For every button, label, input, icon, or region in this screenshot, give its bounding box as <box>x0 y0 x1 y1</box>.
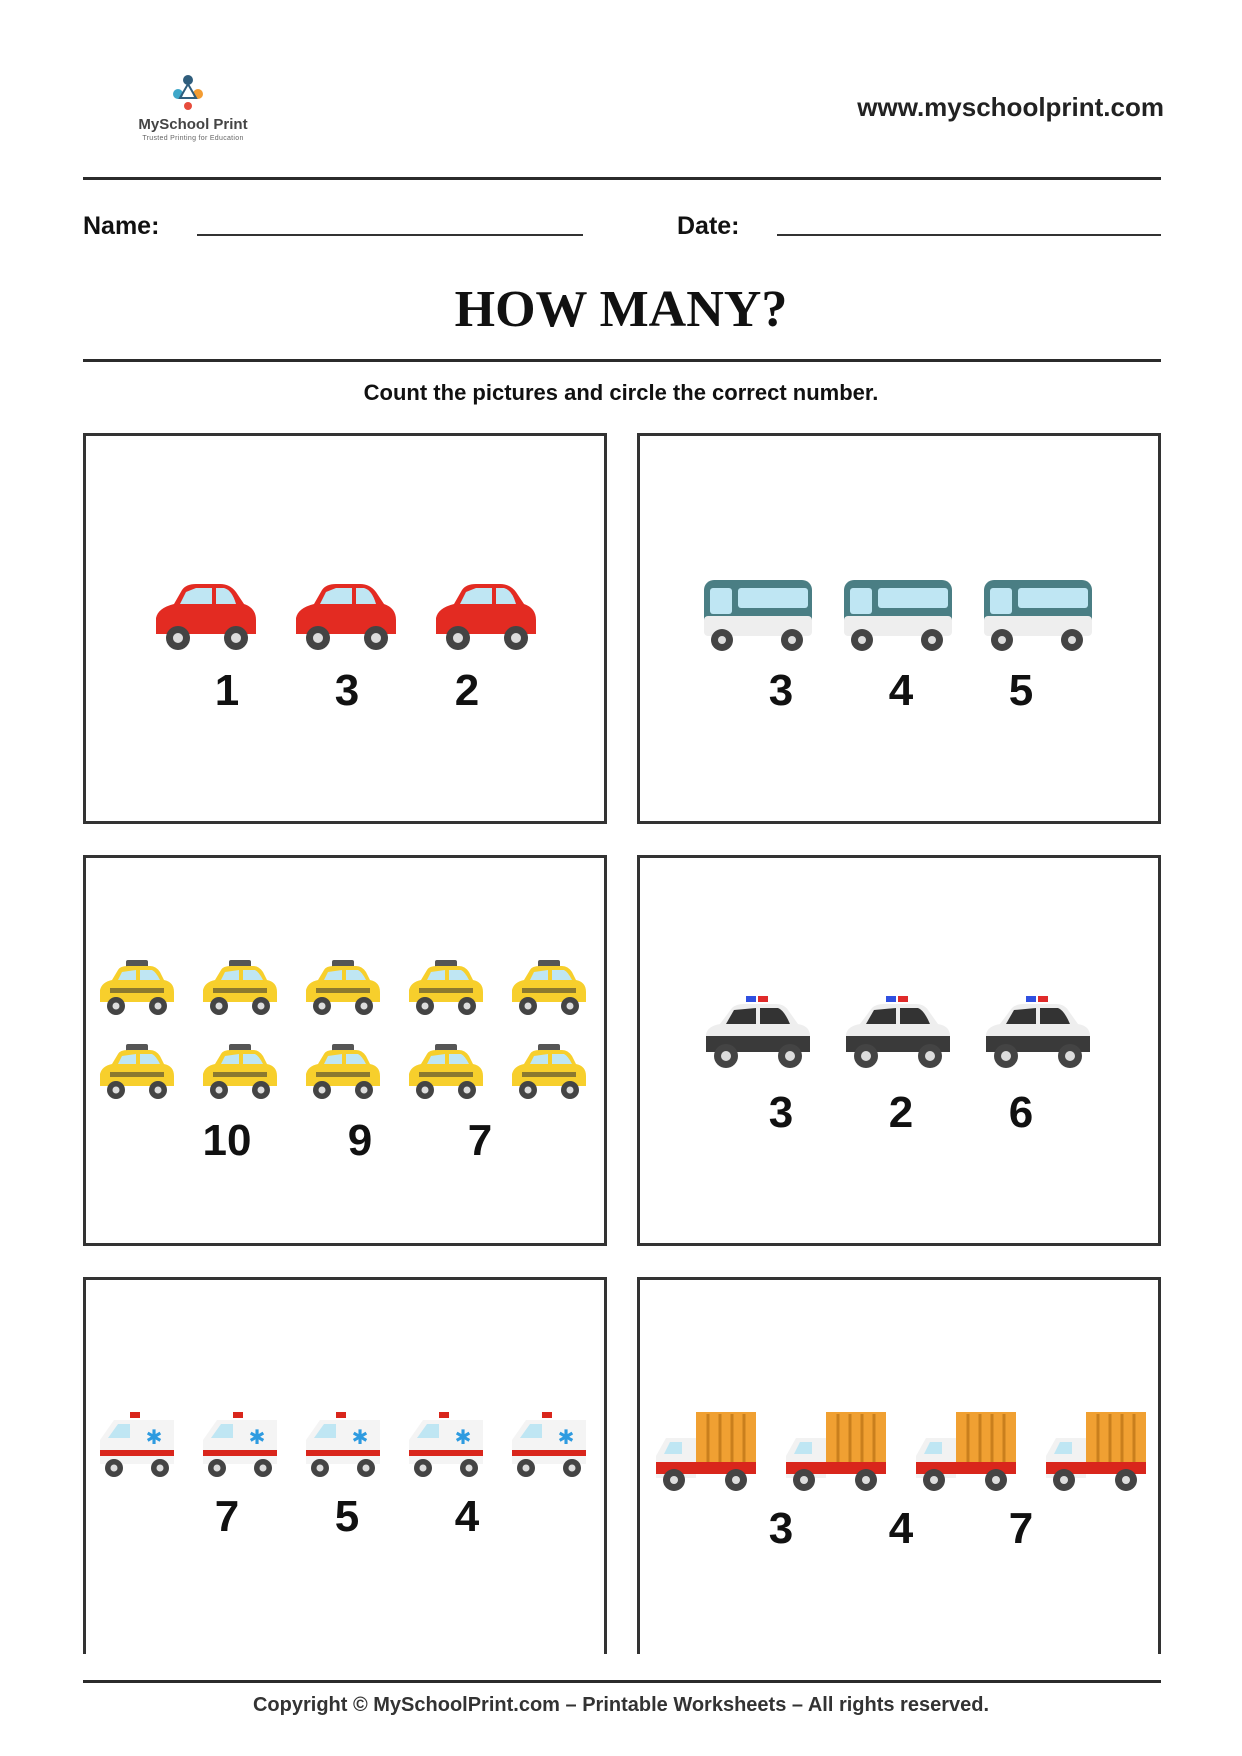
police-car-icon <box>700 994 816 1072</box>
delivery-truck-icon <box>912 1408 1020 1496</box>
answer-option[interactable]: 5 <box>334 1492 360 1541</box>
answer-option[interactable]: 7 <box>1008 1504 1034 1553</box>
answer-option[interactable]: 1 <box>214 666 240 715</box>
answer-option[interactable]: 4 <box>888 1504 914 1553</box>
answer-option[interactable]: 3 <box>334 666 360 715</box>
taxi-icon <box>405 958 487 1020</box>
answer-option[interactable]: 6 <box>1008 1088 1034 1137</box>
panel-red-cars <box>83 433 607 824</box>
instruction: Count the pictures and circle the correct number. <box>363 380 879 405</box>
panel-police-cars <box>637 855 1161 1246</box>
answer-option[interactable]: 5 <box>1008 666 1034 715</box>
header-divider <box>83 177 1161 180</box>
answer-option[interactable]: 7 <box>467 1116 493 1165</box>
footer-divider <box>83 1680 1161 1683</box>
delivery-truck-icon <box>1042 1408 1150 1496</box>
logo <box>128 70 258 150</box>
answer-option[interactable]: 4 <box>888 666 914 715</box>
red-car-icon <box>288 578 400 654</box>
police-car-icon <box>840 994 956 1072</box>
svg-text:✱: ✱ <box>454 1425 472 1449</box>
ambulance-icon <box>302 1410 384 1482</box>
taxi-icon <box>302 1042 384 1104</box>
name-line[interactable] <box>197 234 583 236</box>
taxi-icon <box>405 1042 487 1104</box>
bus-icon <box>700 576 816 656</box>
svg-text:✱: ✱ <box>557 1425 575 1449</box>
logo-name: MySchool Print <box>138 116 248 133</box>
ambulance-icon <box>199 1410 281 1482</box>
answer-option[interactable]: 2 <box>888 1088 914 1137</box>
delivery-truck-icon <box>652 1408 760 1496</box>
answer-option[interactable]: 3 <box>768 1504 794 1553</box>
bus-icon <box>840 576 956 656</box>
answer-option[interactable]: 3 <box>768 666 794 715</box>
ambulance-icon <box>405 1410 487 1482</box>
svg-text:✱: ✱ <box>145 1425 163 1449</box>
svg-text:✱: ✱ <box>248 1425 266 1449</box>
answer-option[interactable]: 9 <box>347 1116 373 1165</box>
bus-icon <box>980 576 1096 656</box>
answer-option[interactable]: 10 <box>202 1116 252 1165</box>
name-label: Name: <box>83 212 160 240</box>
taxi-icon <box>96 958 178 1020</box>
delivery-truck-icon <box>782 1408 890 1496</box>
red-car-icon <box>428 578 540 654</box>
svg-text:✱: ✱ <box>351 1425 369 1449</box>
answer-option[interactable]: 4 <box>454 1492 480 1541</box>
taxi-icon <box>96 1042 178 1104</box>
panel-taxis <box>83 855 607 1246</box>
red-car-icon <box>148 578 260 654</box>
taxi-icon <box>508 958 590 1020</box>
ambulance-icon <box>508 1410 590 1482</box>
taxi-icon <box>302 958 384 1020</box>
ambulance-icon <box>96 1410 178 1482</box>
answer-option[interactable]: 3 <box>768 1088 794 1137</box>
police-car-icon <box>980 994 1096 1072</box>
page-title: HOW MANY? <box>454 281 788 338</box>
answer-option[interactable]: 7 <box>214 1492 240 1541</box>
logo-tagline: Trusted Printing for Education <box>142 135 244 142</box>
copyright-footer: Copyright © MySchoolPrint.com – Printable Worksheets – All rights reserved. <box>252 1694 990 1716</box>
website-url: www.myschoolprint.com <box>857 92 1164 122</box>
taxi-icon <box>199 958 281 1020</box>
panel-buses <box>637 433 1161 824</box>
date-label: Date: <box>677 212 740 240</box>
logo-icon <box>166 70 210 112</box>
title-divider <box>83 359 1161 362</box>
taxi-icon <box>199 1042 281 1104</box>
date-line[interactable] <box>777 234 1161 236</box>
panel-delivery-trucks <box>637 1277 1161 1654</box>
panel-ambulances <box>83 1277 607 1654</box>
taxi-icon <box>508 1042 590 1104</box>
answer-option[interactable]: 2 <box>454 666 480 715</box>
